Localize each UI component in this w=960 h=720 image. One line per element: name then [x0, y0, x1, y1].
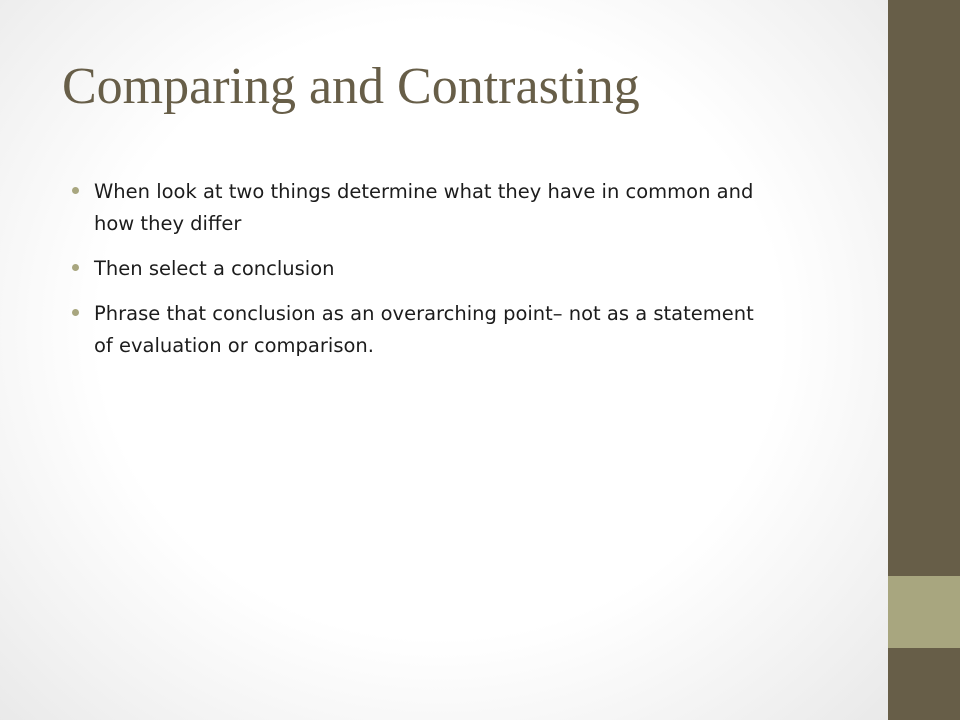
bullet-text: Then select a conclusion — [94, 257, 335, 280]
bullet-list — [72, 176, 772, 375]
decorative-side-accent — [888, 576, 960, 648]
slide-title: Comparing and Contrasting — [62, 58, 640, 115]
bullet-text: When look at two things determine what they have in common and how they differ — [94, 180, 754, 235]
bullet-text: Phrase that conclusion as an overarching point– not as a statement of evaluation or comparison. — [94, 302, 754, 357]
bullet-item — [72, 253, 772, 285]
bullet-marker-icon — [72, 264, 79, 271]
bullet-item — [72, 176, 772, 240]
bullet-item — [72, 298, 772, 362]
bullet-marker-icon — [72, 187, 79, 194]
bullet-marker-icon — [72, 309, 79, 316]
